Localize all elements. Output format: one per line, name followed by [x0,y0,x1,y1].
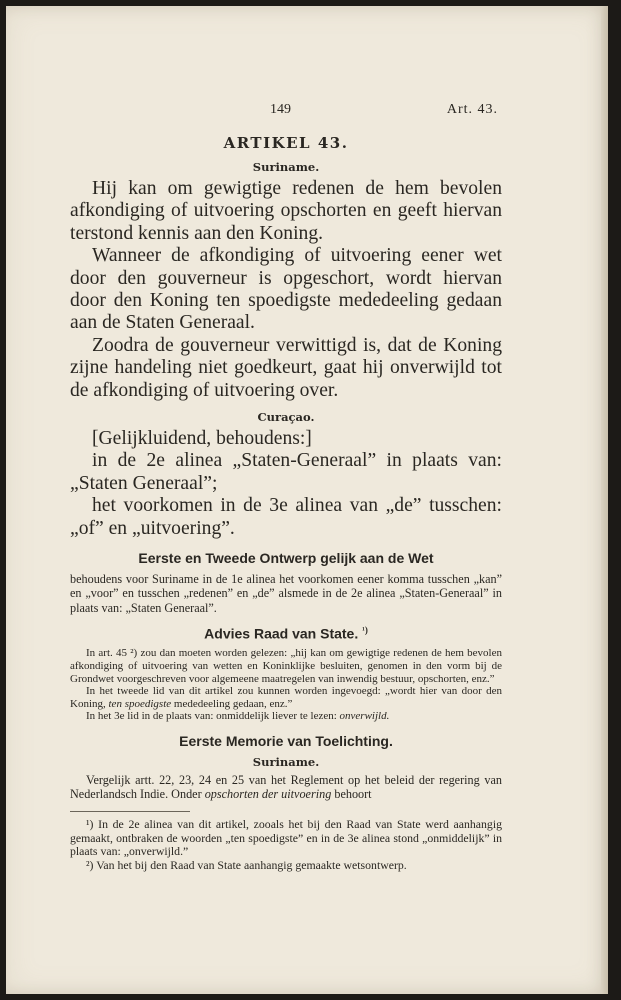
page-content [70,134,502,872]
memorie-text [70,773,502,801]
article-title: ARTIKEL 43. [223,134,349,152]
advies-paragraph: In het tweede lid van dit artikel zou kunnen worden ingevoegd: „wordt hier van door den Koning, ten spoedigste mededeeling gedaan, enz.” [70,685,502,710]
advies-heading-text: Advies Raad van State. [204,625,359,642]
suriname-text [70,178,502,402]
footnote-marker: ¹) [362,624,368,635]
book-page [6,6,608,994]
advies-paragraph: In art. 45 ²) zou dan moeten worden gelezen: „hij kan om gewigtige redenen de hem bevolen afkondiging of uitvoering van wetten en Koninklijke besluiten, genomen in den vorm bij de Grondwet voorgeschreven voor algemeene maatregelen van inwendig bestuur, opschorten, enz.” [70,647,502,685]
running-header [6,102,608,122]
memorie-paragraph: Vergelijk artt. 22, 23, 24 en 25 van het Reglement op het beleid der regering van Nederlandsch Indie. Onder opschorten der uitvoering behoort [70,772,502,802]
ontwerp-heading: Eerste en Tweede Ontwerp gelijk aan de Wet [138,550,434,567]
ontwerp-paragraph: behoudens voor Suriname in de 1e alinea het voorkomen eener komma tusschen „kan” en „voor” en tusschen „redenen” en „de” alsmede in de 2e alinea „Staten-Generaal” in plaats van: „Staten Generaal”. [70,572,502,615]
curacao-line: in de 2e alinea „Staten-Generaal” in plaats van: „Staten Generaal”; [70,450,502,494]
memorie-sub-heading: Suriname. [252,754,320,769]
ontwerp-text [70,572,502,615]
suriname-heading: Suriname. [252,160,320,174]
memorie-heading: Eerste Memorie van Toelichting. [179,732,393,749]
article-reference: Art. 43. [446,102,498,117]
advies-paragraph: In het 3e lid in de plaats van: onmiddelijk liever te lezen: onverwijld. [86,710,390,723]
footnote: ²) Van het bij den Raad van State aanhangig gemaakte wetsontwerp. [86,857,407,872]
curacao-line: [Gelijkluidend, behoudens:] [92,428,312,450]
suriname-paragraph: Zoodra de gouverneur verwittigd is, dat de Koning zijne handeling niet goedkeurt, gaat hij onverwijld tot de afkondiging of uitvoering over. [70,334,502,401]
curacao-text [70,428,502,540]
footnote: ¹) In de 2e alinea van dit artikel, zooals het bij den Raad van State werd aanhangig gemaakt, ontbraken de woorden „ten spoedigste” en in de 3e alinea stond „onmiddelijk” in plaats van: „onverwijld.” [70,817,502,859]
footnote-divider [70,811,190,812]
advies-text [70,647,502,723]
advies-heading [70,625,502,642]
curacao-heading: Curaçao. [257,410,315,425]
suriname-paragraph: Wanneer de afkondiging of uitvoering eener wet door den gouverneur is opgeschort, wordt hiervan door den Koning ten spoedigste mededeeling gedaan aan de Staten Generaal. [70,245,502,334]
page-number: 149 [270,102,291,117]
page-edge [601,6,608,994]
suriname-paragraph: Hij kan om gewigtige redenen de hem bevolen afkondiging of uitvoering opschorten en geeft hiervan terstond kennis aan den Koning. [70,178,502,244]
footnotes [70,818,502,872]
curacao-line: het voorkomen in de 3e alinea van „de” tusschen: „of” en „uitvoering”. [70,495,502,539]
